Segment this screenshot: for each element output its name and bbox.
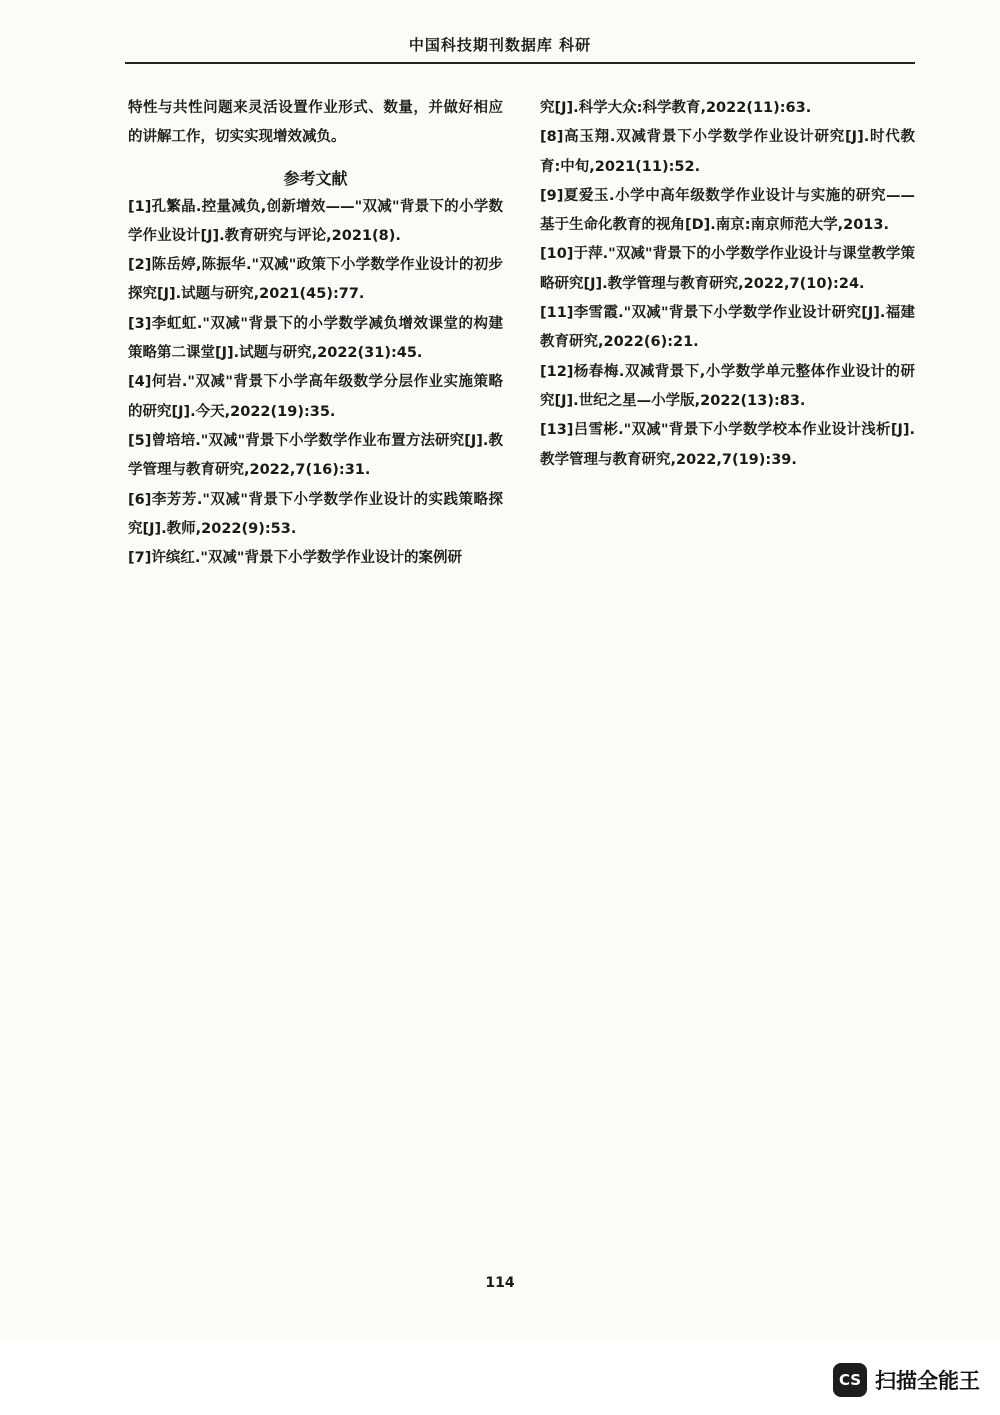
scanner-watermark (833, 1362, 980, 1398)
references-title: 参考文献 (283, 168, 348, 188)
reference-item: [6]李芳芳."双减"背景下小学数学作业设计的实践策略探究[J].教师,2022(9):53. (128, 491, 503, 537)
reference-item: [12]杨春梅.双减背景下,小学数学单元整体作业设计的研究[J].世纪之星—小学版,2022(13):83. (540, 363, 915, 409)
reference-item: [1]孔繁晶.控量减负,创新增效——"双减"背景下的小学数学作业设计[J].教育研究与评论,2021(8). (128, 198, 503, 244)
reference-item: [10]于萍."双减"背景下的小学数学作业设计与课堂教学策略研究[J].教学管理与教育研究,2022,7(10):24. (540, 246, 915, 292)
left-column (128, 94, 503, 573)
camscanner-logo-icon: CS (833, 1363, 867, 1397)
watermark-app-name: 扫描全能王 (875, 1369, 980, 1393)
header-rule (125, 62, 915, 64)
reference-item: [11]李雪霞."双减"背景下小学数学作业设计研究[J].福建教育研究,2022(6):21. (540, 305, 915, 351)
reference-item: [3]李虹虹."双减"背景下的小学数学减负增效课堂的构建策略第二课堂[J].试题与研究,2022(31):45. (128, 315, 503, 362)
reference-item: 究[J].科学大众:科学教育,2022(11):63. (540, 100, 812, 116)
reference-item: [13]吕雪彬."双减"背景下小学数学校本作业设计浅析[J].教学管理与教育研究,2022,7(19):39. (540, 422, 915, 468)
reference-item: [4]何岩."双减"背景下小学高年级数学分层作业实施策略的研究[J].今天,2022(19):35. (128, 374, 503, 420)
reference-item: [2]陈岳婷,陈振华."双减"政策下小学数学作业设计的初步探究[J].试题与研究,2021(45):77. (128, 257, 503, 303)
reference-item: [9]夏爱玉.小学中高年级数学作业设计与实施的研究——基于生命化教育的视角[D].南京:南京师范大学,2013. (540, 187, 915, 234)
intro-paragraph: 特性与共性问题来灵活设置作业形式、数量，并做好相应的讲解工作，切实实现增效减负。 (128, 100, 503, 146)
reference-item: [7]许缤红."双减"背景下小学数学作业设计的案例研 (128, 550, 462, 567)
reference-item: [5]曾培培."双减"背景下小学数学作业布置方法研究[J].教学管理与教育研究,2022,7(16):31. (128, 432, 503, 479)
page-number: 114 (485, 1275, 515, 1291)
reference-item: [8]高玉翔.双减背景下小学数学作业设计研究[J].时代教育:中旬,2021(11):52. (540, 129, 915, 175)
journal-header: 中国科技期刊数据库 科研 (408, 36, 592, 54)
right-column (540, 94, 915, 475)
